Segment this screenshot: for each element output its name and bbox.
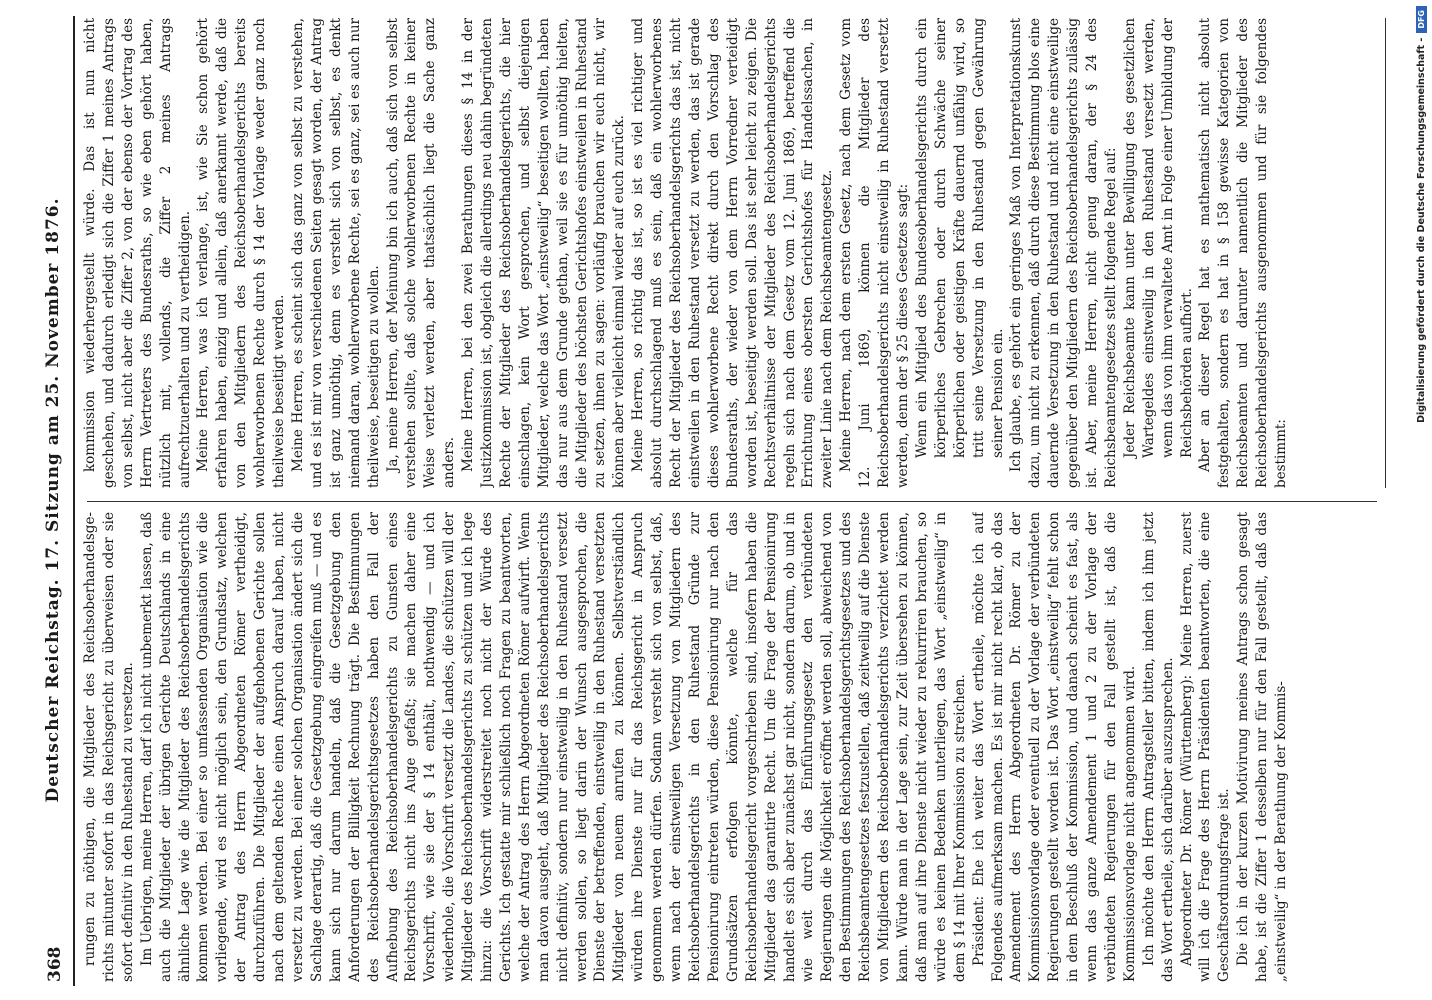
quotation: Wenn ein Mitglied des Bundesoberhandelsgerichts durch ein körperliches Gebrechen oder durch Schwäche seiner körperlichen oder geistigen Kräfte dauernd unfähig wird, so tritt seine Versetzung in den Ruhestand gegen Gewährung seiner Pension ein.: [913, 18, 1006, 458]
credit-text: Digitalisierung gefördert durch die Deutsche Forschungsgemeinschaft -: [1415, 37, 1427, 423]
page-header: [37, 18, 71, 982]
header-rule: [73, 16, 75, 986]
paragraph: Aber an dieser Regel hat es mathematisch nicht absolut festgehalten, sondern es hat in § 158 gewisse Kategorien von Reichsbeamten und darunter namentlich die Mitglieder des Reichsoberhandelsgerichts ausgenommen und für sie folgendes bestimmt:: [1197, 18, 1290, 488]
paragraph: Ich möchte den Herrn Antragsteller bitten, indem ich ihm jetzt das Wort ertheile, sich darüber auszusprechen.: [1140, 512, 1176, 982]
paragraph: Meine Herren, so richtig das ist, so ist es viel richtiger und absolut durchschlagend muß es sein, daß ein wohlerworbenes Recht der Mitglieder des Reichsoberhandelsgerichts das ist, nicht einstweilen in den Ruhestand versetzt zu werden, das ist gerade dieses wohlerworbene Recht direkt durch den Vorschlag des Bundesraths, der wieder von dem Herrn Vorredner verteidigt worden ist, beseitigt werden soll. Das ist sehr leicht zu zeigen. Die Rechtsverhältnisse der Mitglieder des Reichsoberhandelsgerichts regeln sich nach dem Gesetz vom 12. Juni 1869, betreffend die Errichtung eines obersten Gerichtshofes für Handelssachen, in zweiter Linie nach dem Reichsbeamtengesetz.: [630, 18, 836, 488]
page-title: Deutscher Reichstag. 17. Sitzung am 25. November 1876.: [43, 197, 63, 803]
paragraph: Die ich in der kurzen Motivirung meines Antrags schon gesagt habe, ist die Ziffer 1 desselben nur für den Fall gestellt, daß das „einstweilig“ in der Berathung der Kommis-: [1235, 512, 1290, 982]
right-column: [81, 18, 1381, 488]
paragraph: Meine Herren, nach dem ersten Gesetz, nach dem Gesetz vom 12. Juni 1869, können die Mitglieder des Reichsoberhandelsgerichts nicht einstweilig in Ruhestand versetzt werden, denn der § 25 dieses Gesetzes sagt:: [838, 18, 911, 488]
paragraph: Im Uebrigen, meine Herren, darf ich nicht unbemerkt lassen, daß auch die Mitglieder der übrigen Gerichte Deutschlands in eine ähnliche Lage wie die Mitglieder des Reichsoberhandelsgerichts kommen werden. Bei einer so umfassenden Organisation wie die vorliegende, wird es nicht möglich sein, den Grundsatz, welchen der Antrag des Herrn Abgeordneten Römer vertheidigt, durchzuführen. Die Mitglieder der aufgehobenen Gerichte sollen nach dem geltenden Rechte einen Anspruch darauf haben, nicht versetzt zu werden. Bei einer solchen Organisation ändert sich die Sachlage derartig, daß die Gesetzgebung eingreifen muß — und es kann sich nur darum handeln, daß die Gesetzgebung den Anforderungen der Billigkeit Rechnung trägt. Die Bestimmungen des Reichsoberhandelsgerichtsgesetzes haben den Fall der Aufhebung des Reichsoberhandelsgerichts zu Gunsten eines Reichsgerichts nicht ins Auge gefaßt; sie machen daher eine Vorschrift, wie sie der § 14 enthält, nothwendig — und ich wiederhole, die Vorschrift versetzt die Landes, die schützen will der Mitglieder des Reichsoberhandelsgerichts zu schützen und ich lege hinzu: die Vorschrift widerstreitet noch nicht der Würde des Gerichts. Ich gestatte mir schließlich noch Fragen zu beantworten, welche der Antrag des Herrn Abgeordneten Römer aufwirft. Wenn man davon ausgeht, daß Mitglieder des Reichsoberhandelsgerichts nicht definitiv, sondern nur einstweilig in den Ruhestand versetzt werden sollen, so liegt darin der Wunsch ausgesprochen, die Dienste der betreffenden, einstweilig in den Ruhestand versetzten Mitglieder von neuem anrufen zu können. Selbstverständlich würden ihre Dienste nur für das Reichsgericht in Anspruch genommen werden dürfen. Sodann versteht sich von selbst, daß, wenn nach der einstweiligen Versetzung von Mitgliedern des Reichsoberhandelsgerichts in den Ruhestand Gründe zur Pensionirung eintreten würden, diese Pensionirung nur nach den Grundsätzen erfolgen könnte, welche für das Reichsoberhandelsgericht vorgeschrieben sind, insofern haben die Mitglieder das garantirte Recht. Um die Frage der Pensionirung handelt es sich aber zunächst gar nicht, sondern darum, ob und in wie weit durch das Einführungsgesetz den verbündeten Regierungen die Möglichkeit eröffnet werden soll, abweichend von den Bestimmungen des Reichsoberhandelsgerichtsgesetzes und des Reichsbeamtengesetzes festzustellen, daß zeitweilig auf die Dienste von Mitgliedern des Reichsoberhandelsgerichts verzichtet werden kann. Würde man in der Lage sein, zur Zeit übersehen zu können, daß man auf ihre Dienste nicht wieder zu rekurriren brauchen, so würde es keinen Bedenken unterliegen, das Wort „einstweilig“ in dem § 14 mit Ihrer Kommission zu streichen.: [138, 512, 968, 982]
paragraph: kommission wiederhergestellt würde. Das ist nun nicht geschehen, und dadurch erledigt sich die Ziffer 1 meines Antrags von selbst, nicht aber die Ziffer 2, von der ebenso der Vortrag des Herrn Vertreters des Bundesraths, so wie eben gehört haben, nützlich mit, vollends, die Ziffer 2 meines Antrags aufrechtzuerhalten und zu vertheidigen.: [82, 18, 193, 488]
digitization-credit: [1412, 6, 1430, 996]
paragraph: Meine Herren, es scheint sich das ganz von selbst zu verstehen, und es ist mir von verschiedenen Seiten gesagt worden, der Antrag ist ganz unnöthig, denn es versteht sich von selbst, es denkt niemand daran, wohlerworbene Rechte, sei es ganz, sei es auch nur theilweise, beseitigen zu wollen.: [289, 18, 382, 488]
page-number: 368: [45, 946, 65, 982]
paragraph: Meine Herren, was ich verlange, ist, wie Sie schon gehört erfahren haben, einzig und allein, daß anerkannt werde, daß die von den Mitgliedern des Reichsoberhandelsgerichts bereits wohlerworbenen Rechte durch § 14 der Vorlage weder ganz noch theilweise beseitigt werden.: [195, 18, 288, 488]
paragraph: Ja, meine Herren, der Meinung bin ich auch, daß sich von selbst verstehen sollte, daß solche wohlerworbenen Rechte in keiner Weise verletzt werden, aber thatsächlich liegt die Sache ganz anders.: [384, 18, 458, 488]
paragraph-roemer: Abgeordneter Dr. Römer (Württemberg): Meine Herren, zuerst will ich die Frage des Herrn Präsidenten beantworten, die eine Geschäftsordnungsfrage ist.: [1178, 512, 1233, 982]
left-column: [81, 512, 1381, 982]
quotation: Jeder Reichsbeamte kann unter Bewilligung des gesetzlichen Wartegeldes einstweilig in den Ruhestand versetzt werden, wenn das von ihm verwaltete Amt in Folge einer Umbildung der Reichsbehörden aufhört.: [1121, 18, 1195, 458]
paragraph: rungen zu nöthigen, die Mitglieder des Reichsoberhandelsge-richts mitunter sofort in das Reichsgericht zu überweisen oder sie sofort definitiv in den Ruhestand zu versetzen.: [82, 512, 136, 982]
column-end-rule: [1385, 18, 1386, 488]
paragraph: Meine Herren, bei den zwei Berathungen dieses § 14 in der Justizkommission ist, obgleich die allerdings neu dahin begründeten Rechte der Mitglieder des Reichsoberhandelsgerichts, die hier einschlagen, kein Wort gesprochen, und selbst diejenigen Mitglieder, welche das Wort „einstweilig“ beseitigen wollten, haben das nur aus dem Grunde gethan, weil sie es für unnöthig hielten, die Mitglieder des höchsten Gerichtshofes einstweilen in Ruhestand zu setzen, ihnen zu sagen: vorläufig brauchen wir euch nicht, wir können aber vielleicht einmal wieder auf euch zurück.: [460, 18, 628, 488]
rotated-page-content: [31, 0, 1401, 1000]
paragraph-president: Präsident: Ehe ich weiter das Wort ertheile, möchte ich auf Folgendes aufmerksam machen. Es ist mir nicht recht klar, ob das Amendement des Herrn Abgeordneten Dr. Römer zu der Kommissionsvorlage oder eventuell zu der Vorlage der verbündeten Regierungen gestellt worden ist. Das Wort „einstweilig“ fehlt schon in dem Beschluß der Kommission, und danach scheint es fast, als wenn das ganze Amendement 1 und 2 zu der Vorlage der verbündeten Regierungen für den Fall gestellt ist, daß die Kommissionsvorlage nicht angenommen wird.: [970, 512, 1138, 982]
paragraph: Ich glaube, es gehört ein geringes Maß von Interpretationskunst dazu, um nicht zu erkennen, daß durch diese Bestimmung blos eine dauernde Versetzung in den Ruhestand und nicht eine einstweilige gegenüber den Mitgliedern des Reichsoberhandelsgerichts zulässig ist. Aber, meine Herren, nicht genug daran, der § 24 des Reichsbeamtengesetzes stellt folgende Regel auf:: [1008, 18, 1119, 488]
column-divider: [87, 501, 1377, 502]
dfg-logo: DFG: [1416, 6, 1427, 33]
